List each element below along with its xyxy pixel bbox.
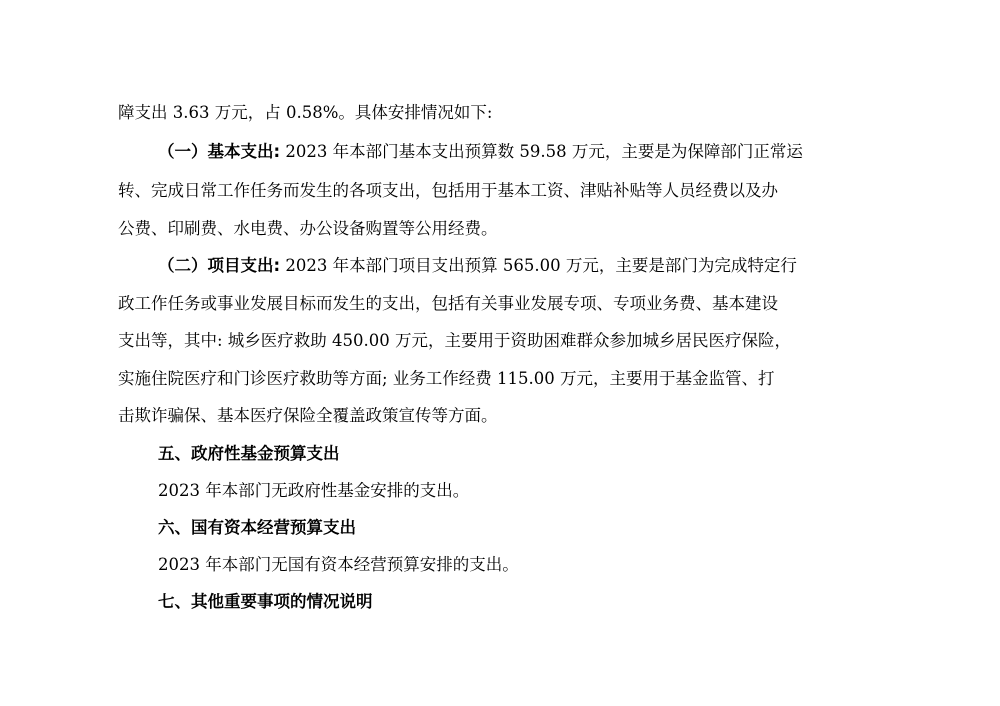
paragraph-state-capital xyxy=(158,555,888,575)
heading-other-matters xyxy=(158,592,888,612)
line-text: 公费、印刷费、水电费、办公设备购置等公用经费。 xyxy=(118,219,498,238)
heading-text: 五、政府性基金预算支出 xyxy=(158,444,340,463)
line-text: 障支出 3.63 万元，占 0.58%。具体安排情况如下: xyxy=(118,103,493,122)
section-lead-basic: （一）基本支出: xyxy=(158,142,281,161)
paragraph-basic-expenditure xyxy=(158,142,888,162)
paragraph-line xyxy=(118,219,888,239)
heading-state-capital xyxy=(158,518,888,538)
line-text: 2023 年本部门无政府性基金安排的支出。 xyxy=(158,481,470,500)
line-text: 2023 年本部门项目支出预算 565.00 万元，主要是部门为完成特定行 xyxy=(280,256,797,275)
section-lead-project: （二）项目支出: xyxy=(158,256,281,275)
line-text: 实施住院医疗和门诊医疗救助等方面; 业务工作经费 115.00 万元，主要用于基金监管、打 xyxy=(118,369,775,388)
paragraph-line xyxy=(118,369,888,389)
paragraph-line xyxy=(118,294,888,314)
paragraph-line xyxy=(118,181,888,201)
line-text: 2023 年本部门基本支出预算数 59.58 万元，主要是为保障部门正常运 xyxy=(280,142,803,161)
line-text: 击欺诈骗保、基本医疗保险全覆盖政策宣传等方面。 xyxy=(118,406,498,425)
line-text: 2023 年本部门无国有资本经营预算安排的支出。 xyxy=(158,555,519,574)
line-text: 政工作任务或事业发展目标而发生的支出，包括有关事业发展专项、专项业务费、基本建设 xyxy=(118,294,778,313)
paragraph-government-fund xyxy=(158,481,888,501)
paragraph-line xyxy=(118,331,888,351)
heading-text: 六、国有资本经营预算支出 xyxy=(158,518,356,537)
line-text: 转、完成日常工作任务而发生的各项支出，包括用于基本工资、津贴补贴等人员经费以及办 xyxy=(118,181,778,200)
heading-text: 七、其他重要事项的情况说明 xyxy=(158,592,373,611)
paragraph-project-expenditure xyxy=(158,256,888,276)
paragraph-line xyxy=(118,103,888,123)
heading-government-fund xyxy=(158,444,888,464)
line-text: 支出等，其中: 城乡医疗救助 450.00 万元，主要用于资助困难群众参加城乡居民医疗保险， xyxy=(118,331,792,350)
paragraph-line xyxy=(118,406,888,426)
